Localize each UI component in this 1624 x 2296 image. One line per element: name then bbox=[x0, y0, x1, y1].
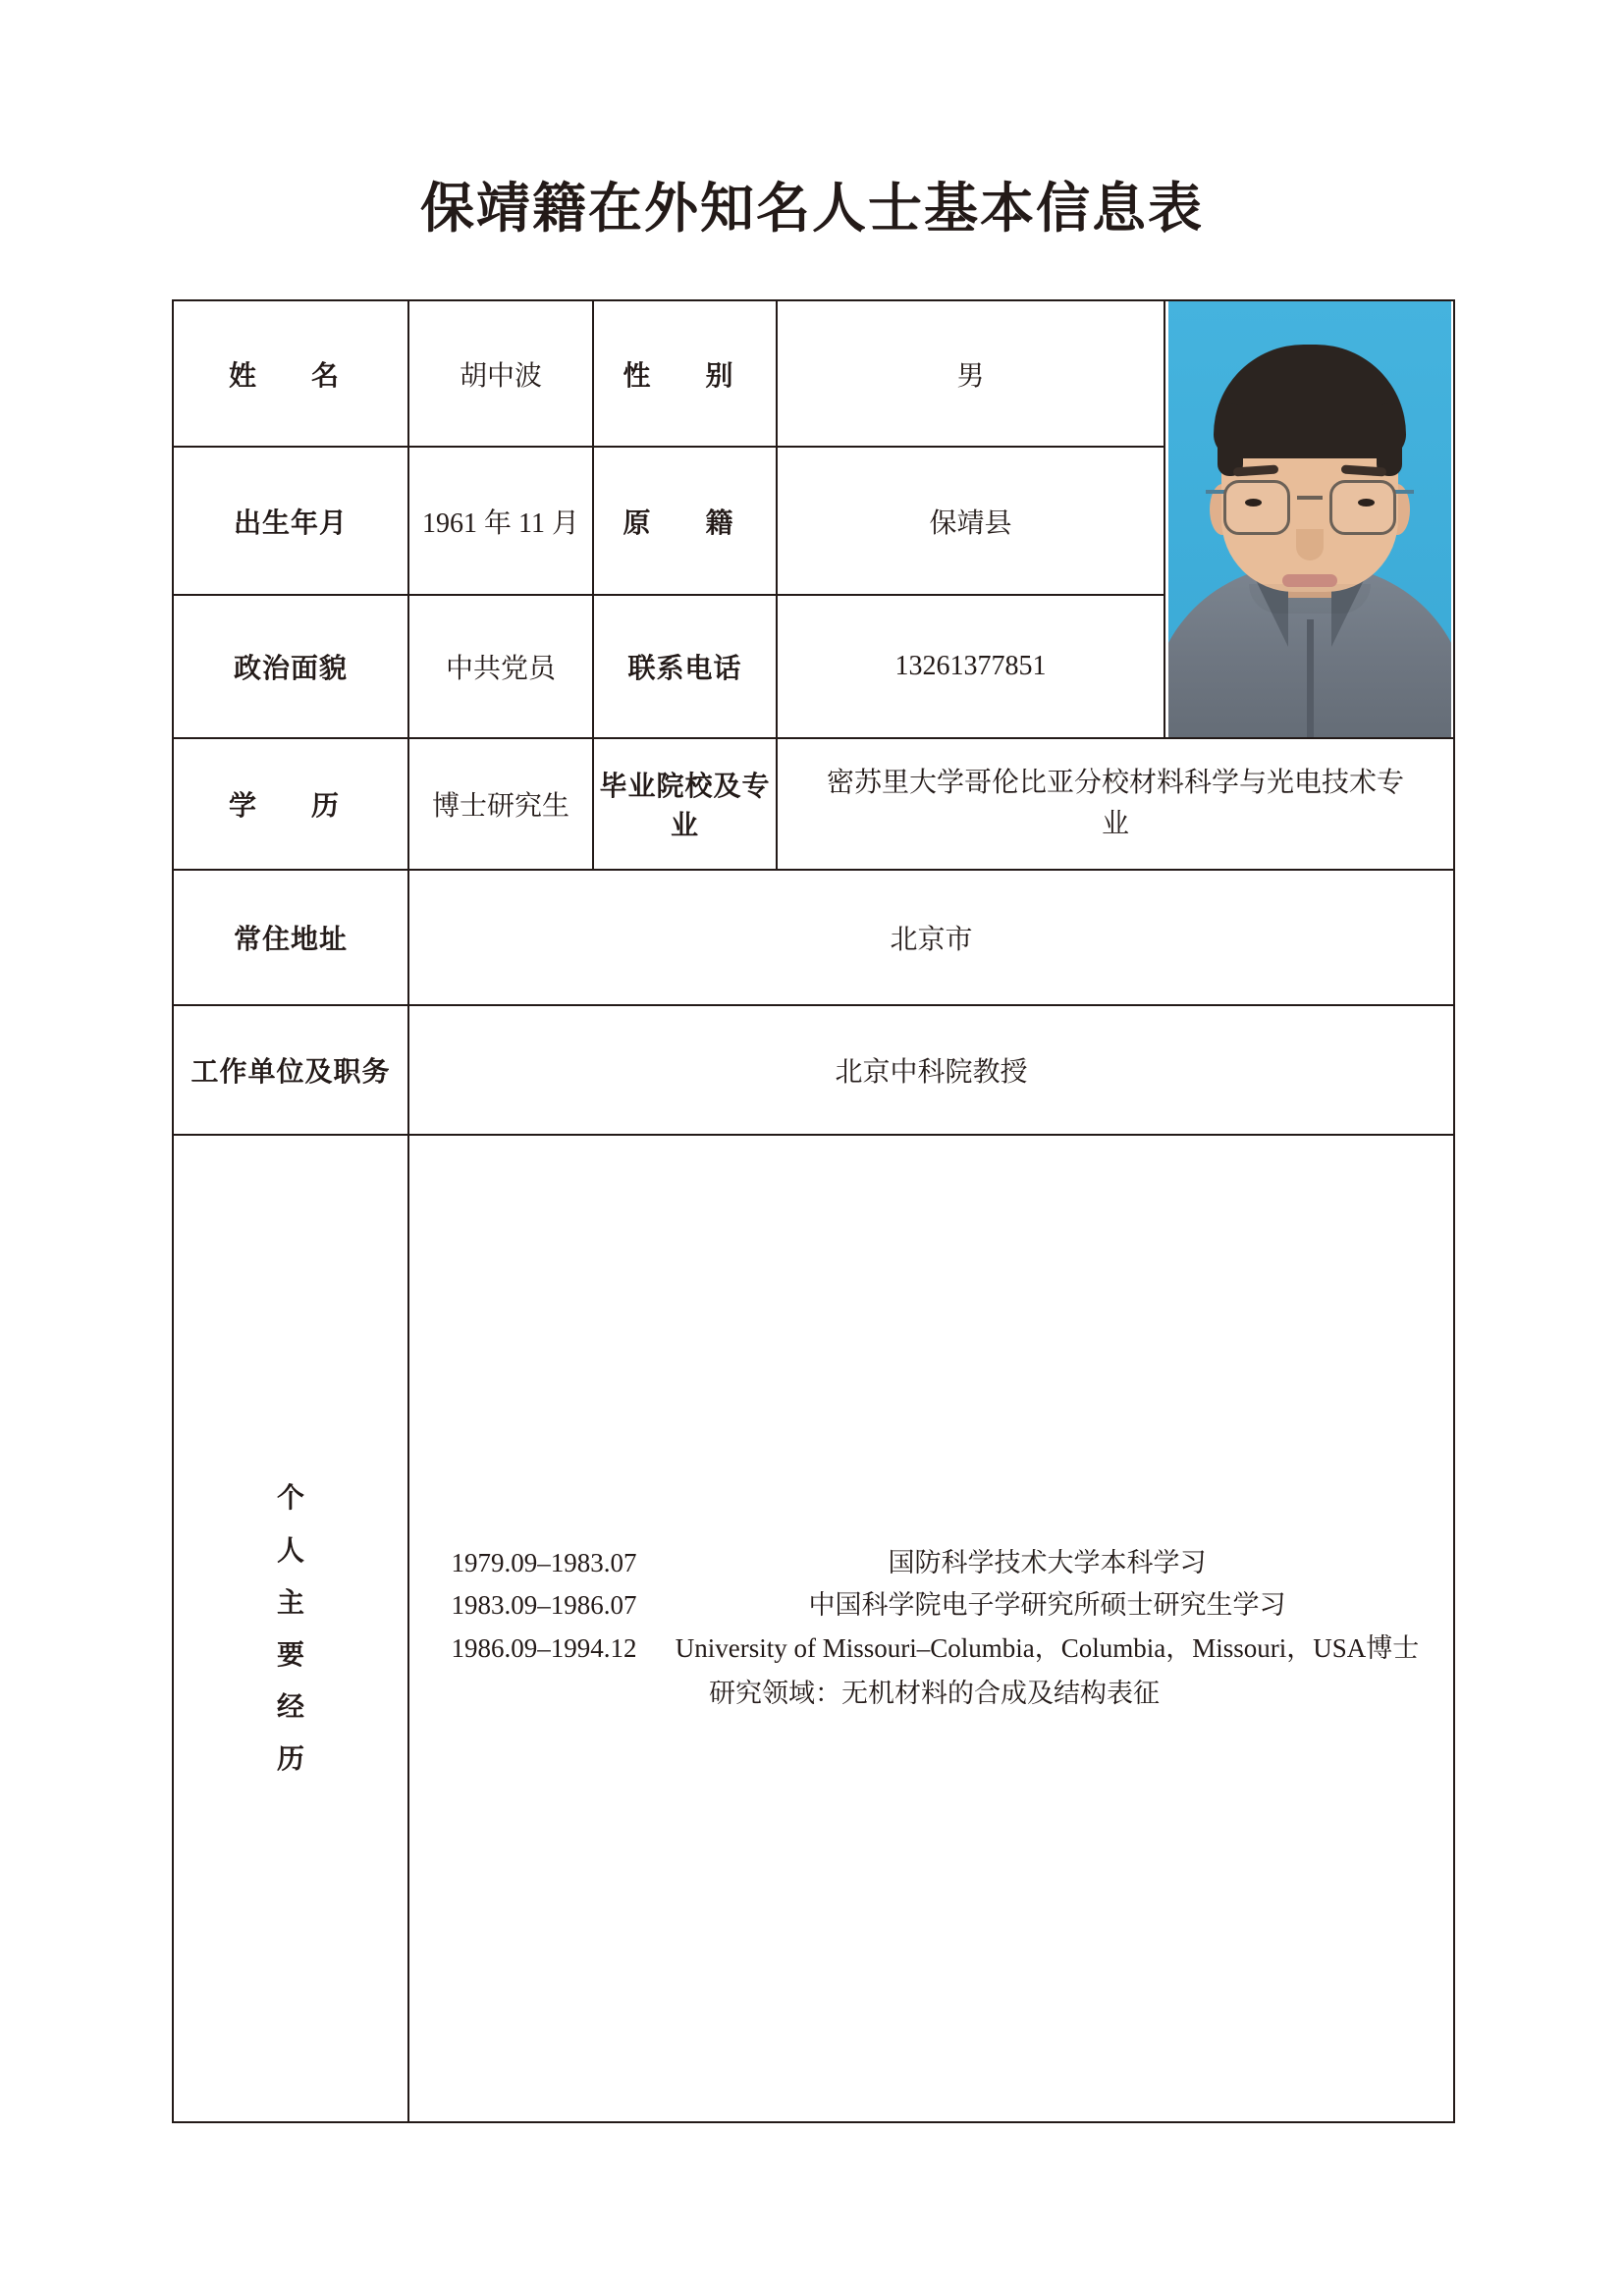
experience-date: 1983.09–1986.07 bbox=[451, 1590, 637, 1621]
gender-label: 性 别 bbox=[623, 359, 747, 391]
experience-date: 1979.09–1983.07 bbox=[451, 1547, 637, 1577]
name-label: 姓 名 bbox=[228, 359, 352, 391]
list-item bbox=[431, 1584, 1437, 1628]
photo-glasses-bridge bbox=[1297, 496, 1323, 500]
education-label: 学 历 bbox=[228, 790, 352, 821]
experience-label-char: 主 bbox=[276, 1586, 304, 1618]
cell-education-value bbox=[408, 738, 593, 870]
photo-shirt-placket bbox=[1307, 619, 1314, 737]
birth-value: 1961 年 11 月 bbox=[422, 507, 579, 539]
experience-description: 国防科学技术大学本科学习 bbox=[888, 1547, 1207, 1577]
work-label: 工作单位及职务 bbox=[190, 1056, 391, 1087]
experience-date: 1986.09–1994.12 bbox=[451, 1633, 637, 1663]
origin-value: 保靖县 bbox=[929, 507, 1012, 539]
school-label: 毕业院校及专业 bbox=[599, 771, 771, 840]
table-row bbox=[173, 1135, 1454, 2122]
address-value: 北京市 bbox=[890, 925, 973, 955]
name-value: 胡中波 bbox=[459, 360, 542, 392]
cell-work-label bbox=[173, 1005, 408, 1135]
photo-mouth bbox=[1282, 574, 1337, 587]
experience-label-char: 经 bbox=[276, 1691, 304, 1723]
photo-glasses-temple-left bbox=[1206, 490, 1225, 494]
cell-birth-label bbox=[173, 447, 408, 594]
political-label: 政治面貌 bbox=[233, 652, 348, 683]
cell-address-value bbox=[408, 870, 1454, 1005]
cell-gender-value bbox=[777, 300, 1164, 447]
experience-label-char: 人 bbox=[276, 1534, 304, 1566]
photo-glasses-temple-right bbox=[1394, 490, 1414, 494]
glasses-icon bbox=[1223, 480, 1290, 535]
phone-value: 13261377851 bbox=[894, 650, 1047, 681]
cell-phone-value bbox=[777, 595, 1164, 738]
list-item bbox=[431, 1628, 1437, 1671]
cell-political-value bbox=[408, 595, 593, 738]
cell-political-label bbox=[173, 595, 408, 738]
photo-eye-right bbox=[1358, 499, 1375, 507]
gender-value: 男 bbox=[956, 360, 985, 392]
cell-photo bbox=[1164, 300, 1454, 738]
cell-school-value bbox=[777, 738, 1454, 870]
experience-label-char: 历 bbox=[276, 1743, 304, 1775]
cell-origin-label bbox=[593, 447, 777, 594]
work-value: 北京中科院教授 bbox=[835, 1057, 1028, 1088]
experience-list bbox=[409, 1542, 1453, 1716]
experience-label bbox=[174, 1471, 407, 1785]
list-item bbox=[431, 1542, 1437, 1585]
research-field-note: 研究领域：无机材料的合成及结构表征 bbox=[709, 1678, 1160, 1708]
cell-origin-value bbox=[777, 447, 1164, 594]
glasses-lens-right bbox=[1329, 480, 1396, 535]
experience-label-char: 个 bbox=[276, 1482, 304, 1514]
cell-work-value bbox=[408, 1005, 1454, 1135]
phone-label: 联系电话 bbox=[627, 652, 742, 683]
cell-phone-label bbox=[593, 595, 777, 738]
experience-label-char: 要 bbox=[276, 1639, 304, 1670]
origin-label: 原 籍 bbox=[623, 507, 747, 538]
cell-address-label bbox=[173, 870, 408, 1005]
table-row bbox=[173, 738, 1454, 870]
cell-experience-label bbox=[173, 1135, 408, 2122]
photo-nose bbox=[1296, 529, 1324, 561]
experience-description: 中国科学院电子学研究所硕士研究生学习 bbox=[808, 1590, 1286, 1621]
school-value: 密苏里大学哥伦比亚分校材料科学与光电技术专业 bbox=[826, 768, 1404, 839]
table-row bbox=[173, 1005, 1454, 1135]
cell-birth-value bbox=[408, 447, 593, 594]
address-label: 常住地址 bbox=[233, 924, 348, 954]
cell-gender-label bbox=[593, 300, 777, 447]
cell-name-label bbox=[173, 300, 408, 447]
experience-description: University of Missouri–Columbia，Columbia，Missouri，USA博士 bbox=[675, 1633, 1420, 1663]
personal-info-table bbox=[172, 299, 1455, 2123]
cell-name-value bbox=[408, 300, 593, 447]
cell-school-label bbox=[593, 738, 777, 870]
photo-chin-shadow bbox=[1249, 584, 1371, 614]
avatar bbox=[1168, 301, 1451, 737]
table-row bbox=[173, 300, 1454, 447]
political-value: 中共党员 bbox=[445, 653, 556, 684]
photo-hair-side-right bbox=[1377, 403, 1402, 476]
page-title: 保靖籍在外知名人士基本信息表 bbox=[419, 179, 1204, 239]
photo-eye-left bbox=[1245, 499, 1262, 507]
table-row bbox=[173, 870, 1454, 1005]
birth-label: 出生年月 bbox=[233, 507, 348, 538]
photo-hair-side-left bbox=[1218, 403, 1243, 476]
cell-education-label bbox=[173, 738, 408, 870]
cell-experience-value bbox=[408, 1135, 1454, 2122]
education-value: 博士研究生 bbox=[431, 791, 569, 822]
